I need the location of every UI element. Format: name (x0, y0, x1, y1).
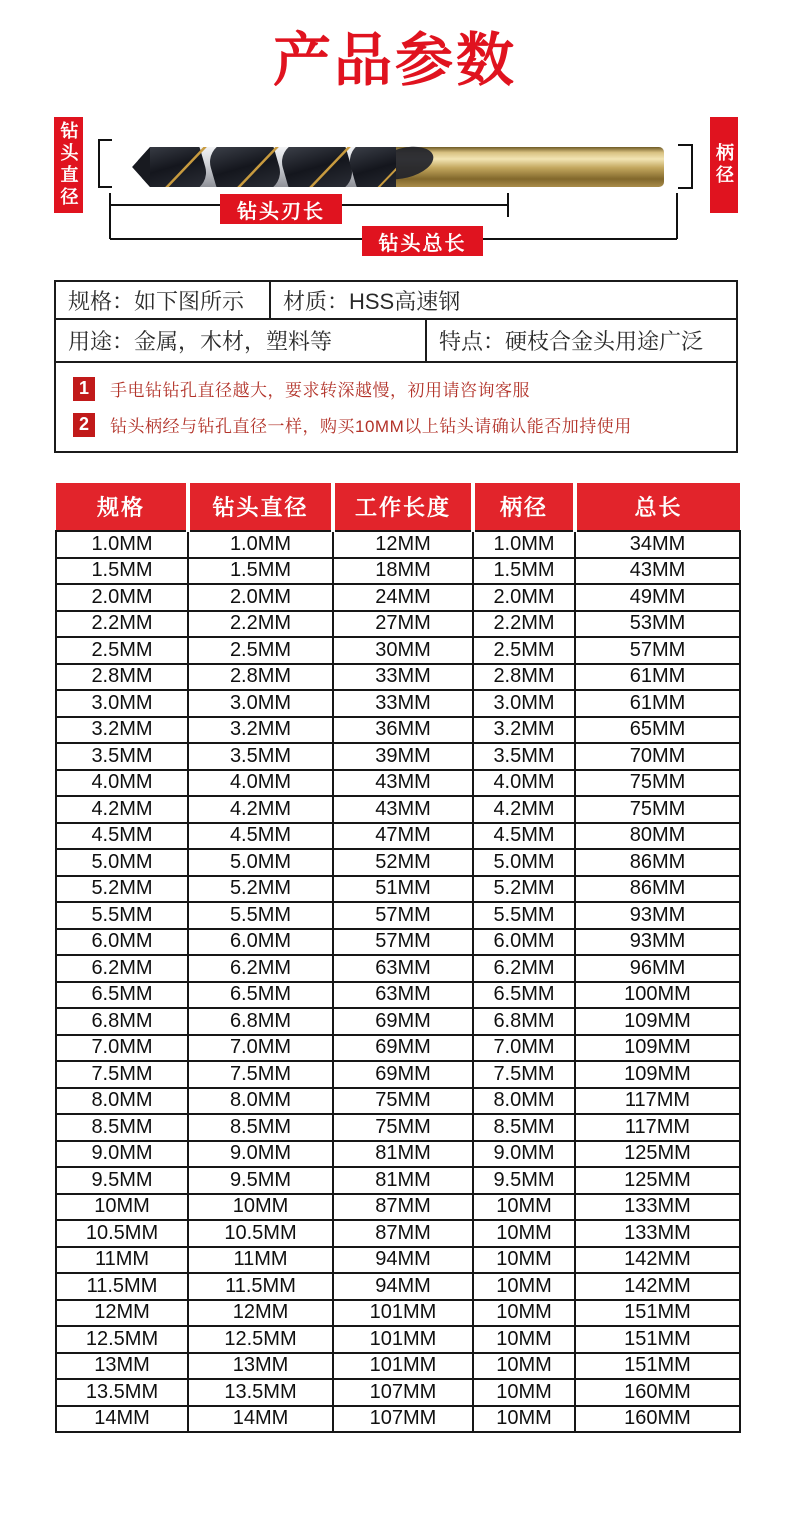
table-row (56, 1247, 740, 1274)
table-cell: 24MM (333, 584, 473, 611)
page-title: 产品参数 (272, 28, 517, 93)
table-row (56, 1088, 740, 1115)
table-cell: 3.5MM (188, 743, 333, 770)
column-header: 钻头直径 (188, 483, 333, 531)
table-cell: 6.5MM (473, 982, 575, 1009)
table-cell: 11MM (56, 1247, 188, 1274)
table-row (56, 823, 740, 850)
column-header: 工作长度 (333, 483, 473, 531)
spec-usage: 用途：金属，木材，塑料等 (56, 320, 427, 361)
table-cell: 6.8MM (188, 1008, 333, 1035)
table-cell: 3.5MM (56, 743, 188, 770)
table-cell: 87MM (333, 1220, 473, 1247)
table-cell: 117MM (575, 1114, 740, 1141)
table-cell: 8.0MM (473, 1088, 575, 1115)
table-cell: 11.5MM (56, 1273, 188, 1300)
size-spec-table-header (56, 483, 740, 531)
table-cell: 4.0MM (56, 770, 188, 797)
table-cell: 12MM (188, 1300, 333, 1327)
table-row (56, 664, 740, 691)
table-row (56, 982, 740, 1009)
table-cell: 1.0MM (56, 531, 188, 558)
table-cell: 94MM (333, 1273, 473, 1300)
table-cell: 10MM (56, 1194, 188, 1221)
table-cell: 8.5MM (56, 1114, 188, 1141)
table-cell: 12.5MM (56, 1326, 188, 1353)
table-cell: 81MM (333, 1141, 473, 1168)
table-cell: 6.0MM (188, 929, 333, 956)
table-cell: 49MM (575, 584, 740, 611)
table-row (56, 1141, 740, 1168)
table-cell: 4.2MM (473, 796, 575, 823)
table-cell: 5.0MM (56, 849, 188, 876)
table-cell: 8.5MM (188, 1114, 333, 1141)
table-cell: 8.0MM (188, 1088, 333, 1115)
table-cell: 14MM (56, 1406, 188, 1433)
table-cell: 160MM (575, 1379, 740, 1406)
table-cell: 107MM (333, 1379, 473, 1406)
note-item (73, 412, 736, 437)
table-cell: 2.5MM (188, 637, 333, 664)
table-cell: 9.5MM (188, 1167, 333, 1194)
table-cell: 96MM (575, 955, 740, 982)
table-cell: 100MM (575, 982, 740, 1009)
table-cell: 57MM (333, 929, 473, 956)
table-row (56, 876, 740, 903)
table-row (56, 849, 740, 876)
table-cell: 125MM (575, 1167, 740, 1194)
note-number-badge: 1 (73, 377, 95, 401)
table-cell: 6.5MM (188, 982, 333, 1009)
column-header: 规格 (56, 483, 188, 531)
table-cell: 34MM (575, 531, 740, 558)
table-cell: 86MM (575, 849, 740, 876)
table-cell: 14MM (188, 1406, 333, 1433)
table-row (56, 1353, 740, 1380)
note-text: 钻头柄经与钻孔直径一样，购买10MM以上钻头请确认能否加持使用 (110, 417, 632, 436)
table-cell: 5.0MM (188, 849, 333, 876)
table-cell: 36MM (333, 717, 473, 744)
column-header: 总长 (575, 483, 740, 531)
table-cell: 10MM (473, 1379, 575, 1406)
table-row (56, 743, 740, 770)
table-cell: 8.5MM (473, 1114, 575, 1141)
spec-summary-box (54, 280, 738, 453)
table-cell: 53MM (575, 611, 740, 638)
table-row (56, 690, 740, 717)
table-cell: 70MM (575, 743, 740, 770)
table-cell: 3.0MM (473, 690, 575, 717)
table-cell: 5.2MM (473, 876, 575, 903)
table-cell: 2.2MM (473, 611, 575, 638)
table-cell: 6.2MM (473, 955, 575, 982)
table-cell: 151MM (575, 1300, 740, 1327)
table-cell: 1.5MM (56, 558, 188, 585)
table-row (56, 611, 740, 638)
table-cell: 12.5MM (188, 1326, 333, 1353)
table-cell: 52MM (333, 849, 473, 876)
spec-material: 材质：HSS高速钢 (283, 288, 461, 314)
table-cell: 4.5MM (56, 823, 188, 850)
table-cell: 9.0MM (56, 1141, 188, 1168)
table-row (56, 1273, 740, 1300)
table-cell: 7.0MM (56, 1035, 188, 1062)
table-cell: 1.0MM (188, 531, 333, 558)
table-cell: 4.2MM (56, 796, 188, 823)
table-cell: 87MM (333, 1194, 473, 1221)
table-cell: 75MM (575, 796, 740, 823)
table-cell: 33MM (333, 664, 473, 691)
note-item (73, 376, 736, 401)
table-cell: 80MM (575, 823, 740, 850)
table-cell: 1.5MM (188, 558, 333, 585)
table-cell: 13MM (188, 1353, 333, 1380)
table-cell: 86MM (575, 876, 740, 903)
table-cell: 6.5MM (56, 982, 188, 1009)
table-row (56, 637, 740, 664)
table-cell: 109MM (575, 1008, 740, 1035)
table-row (56, 584, 740, 611)
spec-size: 规格：如下图所示 (56, 282, 271, 318)
table-cell: 9.0MM (473, 1141, 575, 1168)
table-cell: 81MM (333, 1167, 473, 1194)
table-cell: 2.0MM (188, 584, 333, 611)
size-spec-table (55, 483, 741, 1433)
table-row (56, 1300, 740, 1327)
table-cell: 27MM (333, 611, 473, 638)
table-cell: 7.0MM (473, 1035, 575, 1062)
table-cell: 2.2MM (56, 611, 188, 638)
table-cell: 5.5MM (473, 902, 575, 929)
table-row (56, 929, 740, 956)
table-cell: 5.2MM (56, 876, 188, 903)
table-cell: 10MM (473, 1353, 575, 1380)
table-row (56, 558, 740, 585)
table-cell: 7.5MM (473, 1061, 575, 1088)
table-cell: 63MM (333, 955, 473, 982)
table-cell: 4.0MM (188, 770, 333, 797)
table-cell: 151MM (575, 1326, 740, 1353)
table-cell: 7.5MM (188, 1061, 333, 1088)
table-cell: 10.5MM (56, 1220, 188, 1247)
table-cell: 94MM (333, 1247, 473, 1274)
table-cell: 160MM (575, 1406, 740, 1433)
table-row (56, 1035, 740, 1062)
table-cell: 3.5MM (473, 743, 575, 770)
table-cell: 30MM (333, 637, 473, 664)
table-row (56, 1379, 740, 1406)
table-cell: 10MM (473, 1406, 575, 1433)
table-cell: 10MM (473, 1194, 575, 1221)
table-cell: 101MM (333, 1300, 473, 1327)
table-cell: 2.0MM (473, 584, 575, 611)
table-cell: 5.5MM (56, 902, 188, 929)
table-row (56, 1061, 740, 1088)
table-cell: 11.5MM (188, 1273, 333, 1300)
table-cell: 101MM (333, 1353, 473, 1380)
table-cell: 13MM (56, 1353, 188, 1380)
table-cell: 142MM (575, 1247, 740, 1274)
diagram-label-blade-length: 钻头刃长 (220, 194, 342, 224)
table-cell: 75MM (333, 1088, 473, 1115)
table-cell: 151MM (575, 1353, 740, 1380)
table-cell: 7.0MM (188, 1035, 333, 1062)
table-row (56, 770, 740, 797)
table-cell: 2.8MM (56, 664, 188, 691)
table-cell: 6.0MM (473, 929, 575, 956)
spec-row-1 (56, 282, 736, 320)
table-cell: 75MM (333, 1114, 473, 1141)
table-cell: 9.5MM (56, 1167, 188, 1194)
table-cell: 3.2MM (188, 717, 333, 744)
table-cell: 69MM (333, 1008, 473, 1035)
spec-feature: 特点：硬枝合金头用途广泛 (439, 329, 704, 354)
table-cell: 107MM (333, 1406, 473, 1433)
table-row (56, 1194, 740, 1221)
table-cell: 61MM (575, 664, 740, 691)
table-cell: 4.2MM (188, 796, 333, 823)
table-cell: 10.5MM (188, 1220, 333, 1247)
table-cell: 9.5MM (473, 1167, 575, 1194)
table-cell: 33MM (333, 690, 473, 717)
table-cell: 109MM (575, 1061, 740, 1088)
table-cell: 8.0MM (56, 1088, 188, 1115)
column-header: 柄径 (473, 483, 575, 531)
table-cell: 12MM (333, 531, 473, 558)
table-cell: 43MM (333, 770, 473, 797)
table-cell: 10MM (188, 1194, 333, 1221)
table-cell: 18MM (333, 558, 473, 585)
table-row (56, 1220, 740, 1247)
table-cell: 3.2MM (473, 717, 575, 744)
table-cell: 2.0MM (56, 584, 188, 611)
table-cell: 51MM (333, 876, 473, 903)
table-cell: 39MM (333, 743, 473, 770)
table-cell: 2.8MM (188, 664, 333, 691)
table-cell: 6.8MM (56, 1008, 188, 1035)
table-cell: 3.0MM (188, 690, 333, 717)
table-cell: 5.2MM (188, 876, 333, 903)
table-row (56, 1406, 740, 1433)
table-cell: 5.0MM (473, 849, 575, 876)
table-cell: 3.2MM (56, 717, 188, 744)
table-cell: 93MM (575, 902, 740, 929)
table-cell: 4.0MM (473, 770, 575, 797)
table-cell: 43MM (333, 796, 473, 823)
table-cell: 47MM (333, 823, 473, 850)
table-row (56, 902, 740, 929)
table-cell: 57MM (575, 637, 740, 664)
table-row (56, 531, 740, 558)
table-row (56, 1326, 740, 1353)
table-cell: 10MM (473, 1247, 575, 1274)
table-cell: 133MM (575, 1194, 740, 1221)
diagram-label-shank-diameter: 柄径 (710, 117, 738, 213)
table-cell: 6.8MM (473, 1008, 575, 1035)
table-cell: 69MM (333, 1035, 473, 1062)
note-number-badge: 2 (73, 413, 95, 437)
table-cell: 93MM (575, 929, 740, 956)
table-cell: 2.8MM (473, 664, 575, 691)
table-cell: 12MM (56, 1300, 188, 1327)
table-cell: 117MM (575, 1088, 740, 1115)
table-row (56, 1114, 740, 1141)
drill-diagram (0, 110, 790, 275)
usage-notes (56, 363, 736, 437)
table-cell: 10MM (473, 1273, 575, 1300)
table-cell: 2.2MM (188, 611, 333, 638)
table-cell: 4.5MM (188, 823, 333, 850)
table-cell: 10MM (473, 1220, 575, 1247)
table-cell: 133MM (575, 1220, 740, 1247)
table-cell: 13.5MM (56, 1379, 188, 1406)
table-cell: 5.5MM (188, 902, 333, 929)
table-cell: 1.0MM (473, 531, 575, 558)
table-cell: 10MM (473, 1300, 575, 1327)
table-cell: 10MM (473, 1326, 575, 1353)
table-cell: 125MM (575, 1141, 740, 1168)
table-cell: 6.0MM (56, 929, 188, 956)
table-row (56, 1167, 740, 1194)
diagram-label-drill-diameter: 钻头直径 (54, 117, 83, 213)
note-text: 手电钻钻孔直径越大，要求转深越慢，初用请咨询客服 (110, 381, 530, 400)
table-row (56, 796, 740, 823)
table-cell: 13.5MM (188, 1379, 333, 1406)
spec-row-2 (56, 320, 736, 363)
table-row (56, 955, 740, 982)
table-row (56, 717, 740, 744)
table-cell: 6.2MM (56, 955, 188, 982)
diagram-label-total-length: 钻头总长 (362, 226, 483, 256)
table-cell: 75MM (575, 770, 740, 797)
table-cell: 9.0MM (188, 1141, 333, 1168)
table-cell: 57MM (333, 902, 473, 929)
table-cell: 4.5MM (473, 823, 575, 850)
table-cell: 11MM (188, 1247, 333, 1274)
table-cell: 6.2MM (188, 955, 333, 982)
table-cell: 69MM (333, 1061, 473, 1088)
table-cell: 43MM (575, 558, 740, 585)
table-cell: 65MM (575, 717, 740, 744)
table-cell: 2.5MM (56, 637, 188, 664)
table-cell: 3.0MM (56, 690, 188, 717)
table-cell: 63MM (333, 982, 473, 1009)
table-cell: 2.5MM (473, 637, 575, 664)
table-cell: 7.5MM (56, 1061, 188, 1088)
table-cell: 109MM (575, 1035, 740, 1062)
table-cell: 1.5MM (473, 558, 575, 585)
table-row (56, 1008, 740, 1035)
table-cell: 101MM (333, 1326, 473, 1353)
table-cell: 142MM (575, 1273, 740, 1300)
table-cell: 61MM (575, 690, 740, 717)
